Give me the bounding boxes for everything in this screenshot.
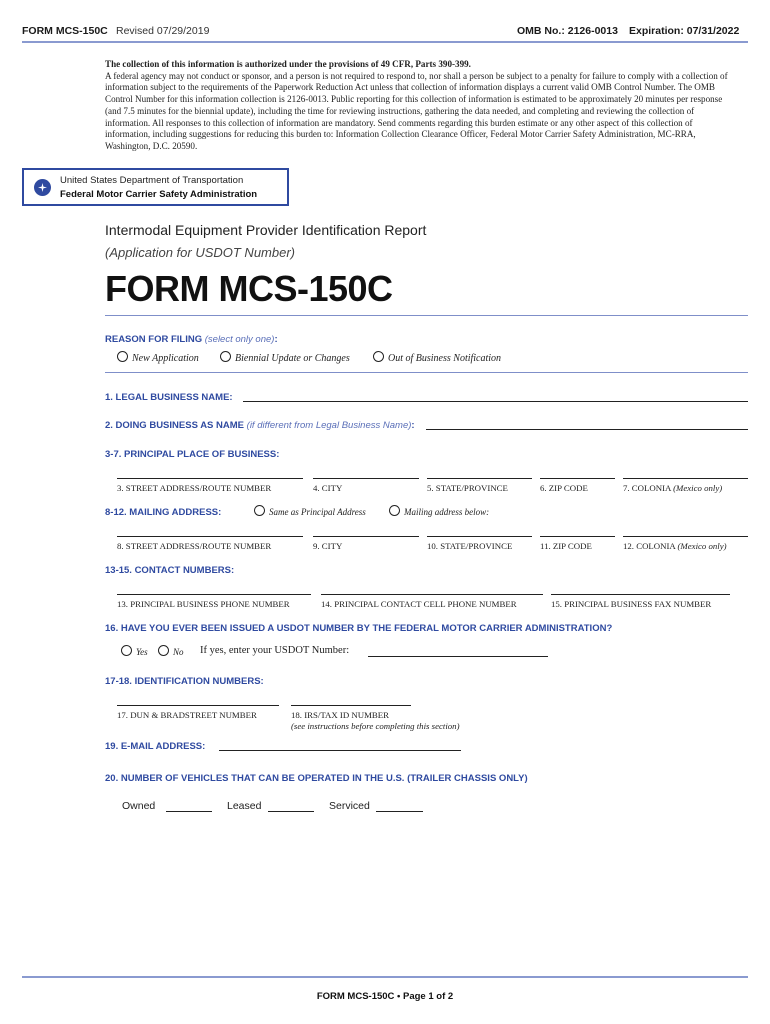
legal-name-field[interactable]	[243, 401, 748, 402]
dba-field[interactable]	[426, 429, 748, 430]
cell-phone-field[interactable]	[321, 594, 543, 595]
footer-divider	[22, 976, 748, 978]
tax-id-field[interactable]	[291, 705, 411, 706]
street-field[interactable]	[117, 478, 303, 479]
biennial-update-option[interactable]: Biennial Update or Changes	[220, 351, 350, 364]
report-title: Intermodal Equipment Provider Identification Report	[105, 222, 427, 238]
colonia-field[interactable]	[623, 478, 748, 479]
form-title: FORM MCS-150C	[105, 268, 393, 309]
expiration-date: Expiration: 07/31/2022	[629, 25, 740, 37]
leased-field[interactable]	[268, 811, 314, 812]
usdot-question: 16. HAVE YOU EVER BEEN ISSUED A USDOT NUMBER BY THE FEDERAL MOTOR CARRIER ADMINISTRATION?	[105, 623, 613, 634]
form-id: FORM MCS-150C	[22, 25, 108, 37]
mail-zip-field[interactable]	[540, 536, 615, 537]
mailing-below-option[interactable]: Mailing address below:	[389, 505, 489, 517]
identification-label: 17-18. IDENTIFICATION NUMBERS:	[105, 676, 264, 687]
out-of-business-option[interactable]: Out of Business Notification	[373, 351, 501, 364]
usdot-prompt: If yes, enter your USDOT Number:	[200, 645, 350, 656]
dot-seal-icon	[34, 179, 51, 196]
serviced-label: Serviced	[329, 800, 370, 812]
mail-street-caption: 8. STREET ADDRESS/ROUTE NUMBER	[117, 541, 272, 551]
page-footer: FORM MCS-150C • Page 1 of 2	[316, 991, 454, 1002]
business-phone-field[interactable]	[117, 594, 311, 595]
principal-place-label: 3-7. PRINCIPAL PLACE OF BUSINESS:	[105, 449, 280, 460]
title-divider	[105, 315, 748, 316]
notice-lead: The collection of this information is authorized under the provisions of 49 CFR, Parts 390-399.	[105, 59, 471, 69]
leased-label: Leased	[227, 800, 262, 812]
city-caption: 4. CITY	[313, 483, 343, 493]
mail-city-caption: 9. CITY	[313, 541, 343, 551]
mailing-address-label: 8-12. MAILING ADDRESS:	[105, 507, 222, 518]
tax-id-note: (see instructions before completing this section)	[291, 721, 460, 731]
notice-body: A federal agency may not conduct or sponsor, and a person is not required to respond to, nor shall a person be subject to a penalty for failure to comply with a collection of information subject to the requirements of the Paperwork Reduction Act unless that collection of information displays a current valid OMB Control Number. The OMB Control Number for this information collection is 2126-0013. Public reporting for this collection of information is estimated to be approximately 20 minutes per response (and 7.5 minutes for the biennial update), including the time for reviewing instructions, gathering the data needed, and completing and reviewing the collection of information. All responses to this collection of information are mandatory. Send comments regarding this burden estimate or any other aspect of this collection of information, including suggestions for reducing this burden to: Information Collection Clearance Officer, Federal Motor Carrier Safety Administration, MC-RRA, Washington, D.C. 20590.	[105, 70, 728, 151]
state-caption: 5. STATE/PROVINCE	[427, 483, 508, 493]
email-label: 19. E-MAIL ADDRESS:	[105, 741, 206, 752]
contact-numbers-label: 13-15. CONTACT NUMBERS:	[105, 565, 235, 576]
business-phone-caption: 13. PRINCIPAL BUSINESS PHONE NUMBER	[117, 599, 290, 609]
mail-state-field[interactable]	[427, 536, 532, 537]
mail-city-field[interactable]	[313, 536, 419, 537]
mail-colonia-field[interactable]	[623, 536, 748, 537]
paperwork-notice	[105, 59, 735, 153]
zip-field[interactable]	[540, 478, 615, 479]
fax-field[interactable]	[551, 594, 730, 595]
tax-id-caption: 18. IRS/TAX ID NUMBER	[291, 710, 390, 720]
revised-date: Revised 07/29/2019	[116, 25, 210, 37]
radio-icon[interactable]	[254, 505, 265, 516]
street-caption: 3. STREET ADDRESS/ROUTE NUMBER	[117, 483, 272, 493]
legal-name-label: 1. LEGAL BUSINESS NAME:	[105, 392, 233, 403]
dun-field[interactable]	[117, 705, 279, 706]
usdot-yes-option[interactable]: Yes	[121, 645, 148, 657]
mail-colonia-caption: 12. COLONIA (Mexico only)	[623, 541, 727, 551]
radio-icon[interactable]	[373, 351, 384, 362]
state-field[interactable]	[427, 478, 532, 479]
dun-caption: 17. DUN & BRADSTREET NUMBER	[117, 710, 257, 720]
fax-caption: 15. PRINCIPAL BUSINESS FAX NUMBER	[551, 599, 712, 609]
serviced-field[interactable]	[376, 811, 423, 812]
email-field[interactable]	[219, 750, 461, 751]
header-divider	[22, 41, 748, 43]
report-subtitle: (Application for USDOT Number)	[105, 245, 295, 260]
agency-box	[22, 168, 289, 206]
radio-icon[interactable]	[121, 645, 132, 656]
owned-label: Owned	[122, 800, 156, 812]
agency-dept: United States Department of Transportation	[60, 175, 244, 186]
reason-label: REASON FOR FILING (select only one):	[105, 334, 278, 345]
mail-zip-caption: 11. ZIP CODE	[540, 541, 592, 551]
radio-icon[interactable]	[117, 351, 128, 362]
mail-state-caption: 10. STATE/PROVINCE	[427, 541, 513, 551]
radio-icon[interactable]	[389, 505, 400, 516]
cell-phone-caption: 14. PRINCIPAL CONTACT CELL PHONE NUMBER	[321, 599, 517, 609]
dba-label: 2. DOING BUSINESS AS NAME (if different from Legal Business Name):	[105, 420, 415, 431]
radio-icon[interactable]	[220, 351, 231, 362]
colonia-caption: 7. COLONIA (Mexico only)	[623, 483, 723, 493]
usdot-no-option[interactable]: No	[158, 645, 184, 657]
new-application-option[interactable]: New Application	[117, 351, 199, 364]
city-field[interactable]	[313, 478, 419, 479]
zip-caption: 6. ZIP CODE	[540, 483, 588, 493]
mail-street-field[interactable]	[117, 536, 303, 537]
radio-icon[interactable]	[158, 645, 169, 656]
omb-number: OMB No.: 2126-0013	[517, 25, 618, 37]
vehicles-label: 20. NUMBER OF VEHICLES THAT CAN BE OPERATED IN THE U.S. (TRAILER CHASSIS ONLY)	[105, 773, 528, 784]
usdot-number-field[interactable]	[368, 656, 548, 657]
reason-divider	[105, 372, 748, 373]
same-as-principal-option[interactable]: Same as Principal Address	[254, 505, 366, 517]
owned-field[interactable]	[166, 811, 212, 812]
agency-admin: Federal Motor Carrier Safety Administration	[60, 189, 258, 200]
